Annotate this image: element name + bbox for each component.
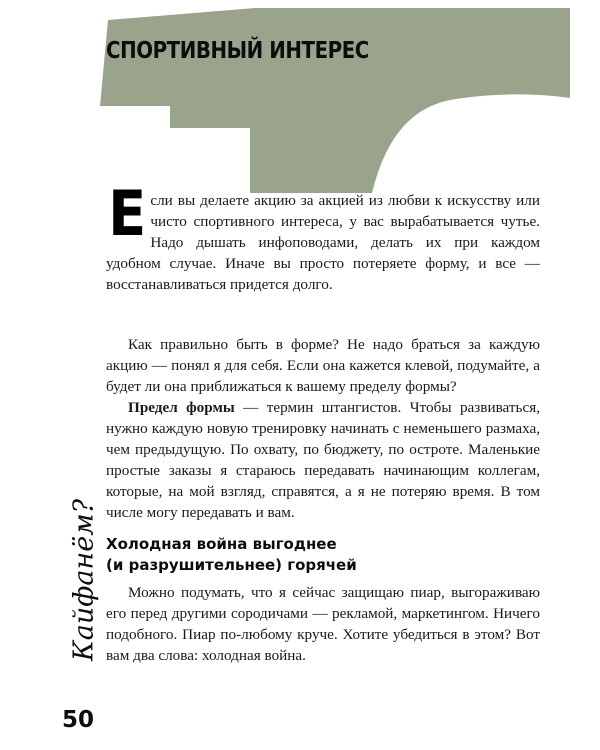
section-heading [106, 534, 357, 576]
page-number: 50 [62, 707, 95, 733]
title-banner [100, 8, 570, 193]
section-paragraph: Можно подумать, что я сейчас защищаю пиар, выгораживаю его перед другими сородичами — рекламой, маркетингом. Ничего подобного. Пиар по-любому круче. Хотите убедиться в этом? Вот вам два слова: холодная война. [106, 584, 540, 664]
definition-text: — термин штангистов. Чтобы развиваться, нужно каждую новую тренировку начинать с неменьшего размаха, чем предыдущую. По охвату, по бюджету, по остроте. Маленькие простые заказы я стараюсь передавать начинающим коллегам, которые, на мой взгляд, справятся, а я не потеряю время. В том числе могу передавать и вам. [106, 399, 540, 521]
chapter-title: СПОРТИВНЫЙ ИНТЕРЕС [106, 38, 369, 64]
side-label: Кайфанём? [68, 498, 100, 662]
intro-text: сли вы делаете акцию за акцией из любви к искусству или чисто спортивного интереса, у вас вырабатывается чутье. Надо дышать инфоповодами, делать их при каждом удобном случае. Иначе вы просто потеряете форму, и все — восстанавливаться придется долго. [106, 192, 540, 293]
section-body [106, 582, 540, 666]
intro-paragraph [106, 177, 540, 295]
section-heading-line-1: Холодная война выгоднее [106, 535, 337, 553]
section-heading-line-2: (и разрушительнее) горячей [106, 556, 357, 574]
body-paragraph: Как правильно быть в форме? Не надо браться за каждую акцию — понял я для себя. Если она кажется клевой, подумайте, а будет ли она приближаться к вашему пределу формы? [106, 336, 540, 395]
drop-cap: Е [108, 177, 147, 250]
definition-term: Предел формы [128, 399, 235, 416]
body-text [106, 334, 540, 523]
banner-shape [100, 8, 570, 193]
definition-paragraph [106, 397, 540, 523]
